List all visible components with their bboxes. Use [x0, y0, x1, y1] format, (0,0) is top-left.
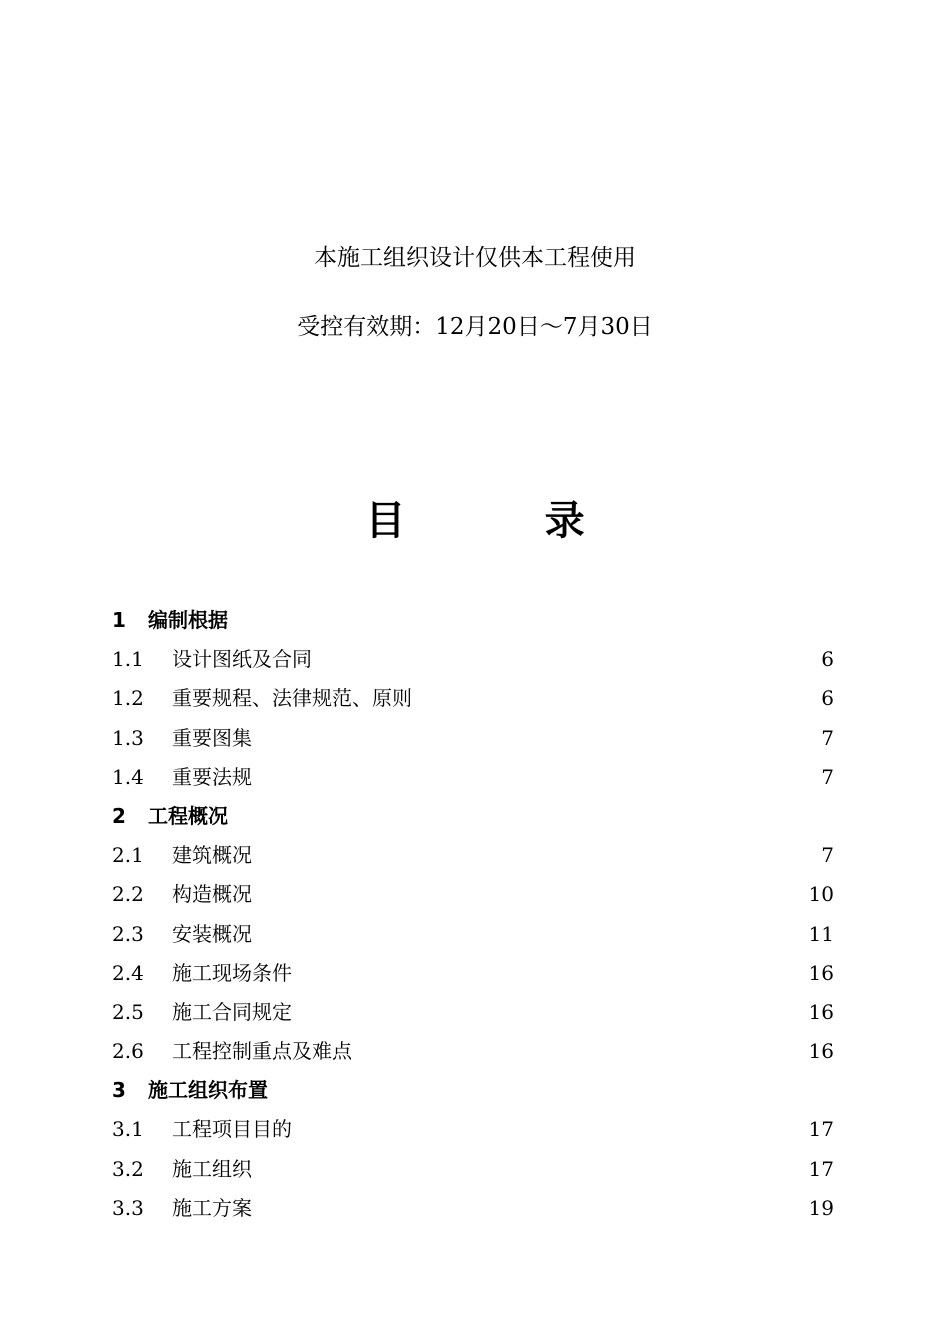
- toc-chapter[interactable]: [112, 1071, 834, 1110]
- toc-entry-page: 10: [808, 882, 834, 907]
- toc-entry-title: 工程概况: [148, 803, 228, 828]
- toc-entry-title: 施工组织: [172, 1156, 252, 1181]
- toc-entry-number: 3.1: [112, 1117, 144, 1142]
- toc-entry[interactable]: [112, 1189, 834, 1228]
- toc-entry-page: 7: [821, 843, 834, 868]
- toc-entry-number: 2.1: [112, 843, 144, 868]
- toc-entry-title: 重要规程、法律规范、原则: [172, 686, 412, 711]
- toc-entry-title: 设计图纸及合同: [172, 647, 312, 672]
- toc-entry-title: 重要图集: [172, 725, 252, 750]
- toc-entry-number: 1: [112, 608, 126, 632]
- toc-entry-number: 2.6: [112, 1039, 144, 1064]
- toc-entry-number: 3.3: [112, 1195, 144, 1220]
- toc-entry-title: 施工组织布置: [148, 1078, 268, 1103]
- toc-entry-title: 施工方案: [172, 1195, 252, 1220]
- toc-entry[interactable]: [112, 1150, 834, 1189]
- toc-entry[interactable]: [112, 1032, 834, 1071]
- toc-entry-page: 7: [821, 764, 834, 789]
- toc-entry-page: 6: [821, 686, 834, 711]
- toc-entry-number: 1.2: [112, 686, 144, 711]
- toc-entry-number: 1.4: [112, 764, 144, 789]
- toc-entry-number: 1.3: [112, 725, 144, 750]
- toc-entry-number: 3.2: [112, 1156, 144, 1181]
- toc-entry[interactable]: [112, 915, 834, 954]
- toc-entry-number: 2.2: [112, 882, 144, 907]
- toc-entry[interactable]: [112, 993, 834, 1032]
- toc-entry-page: 6: [821, 647, 834, 672]
- toc-entry-title: 安装概况: [172, 921, 252, 946]
- toc-entry[interactable]: [112, 679, 834, 718]
- toc-entry-number: 2: [112, 803, 126, 828]
- toc-entry[interactable]: [112, 954, 834, 993]
- toc-entry[interactable]: [112, 758, 834, 797]
- toc-entry[interactable]: [112, 640, 834, 679]
- toc-entry-page: 16: [808, 1039, 834, 1064]
- toc-entry-page: 17: [808, 1156, 834, 1181]
- toc-entry-number: 2.4: [112, 960, 144, 985]
- toc-entry-title: 建筑概况: [172, 843, 252, 868]
- toc-entry-page: 16: [808, 960, 834, 985]
- toc-entry-number: 1.1: [112, 647, 144, 672]
- toc-entry[interactable]: [112, 1110, 834, 1149]
- toc-entry-page: 17: [808, 1117, 834, 1142]
- toc-entry-page: 16: [808, 999, 834, 1024]
- toc-entry-title: 构造概况: [172, 882, 252, 907]
- toc-entry-page: 7: [821, 725, 834, 750]
- toc-entry-page: 11: [808, 921, 834, 946]
- toc-entry-page: 19: [808, 1195, 834, 1220]
- toc-entry-title: 重要法规: [172, 764, 252, 789]
- toc-entry[interactable]: [112, 719, 834, 758]
- toc-entry-number: 3: [112, 1078, 126, 1103]
- toc-entry-number: 2.3: [112, 921, 144, 946]
- toc-entry-title: 编制根据: [148, 608, 228, 632]
- toc-entry-title: 工程项目目的: [172, 1117, 292, 1142]
- toc-entry-title: 施工合同规定: [172, 999, 292, 1024]
- usage-notice: 本施工组织设计仅供本工程使用: [314, 245, 636, 271]
- toc-chapter[interactable]: [112, 601, 834, 640]
- toc-entry-title: 工程控制重点及难点: [172, 1039, 352, 1064]
- toc-chapter[interactable]: [112, 797, 834, 836]
- toc-entry-title: 施工现场条件: [172, 960, 292, 985]
- validity-period: 受控有效期：12月20日～7月30日: [297, 314, 653, 340]
- toc-entry[interactable]: [112, 875, 834, 914]
- toc-title: 目 录: [365, 498, 585, 544]
- table-of-contents: [112, 601, 834, 1228]
- toc-entry-number: 2.5: [112, 999, 144, 1024]
- toc-entry[interactable]: [112, 836, 834, 875]
